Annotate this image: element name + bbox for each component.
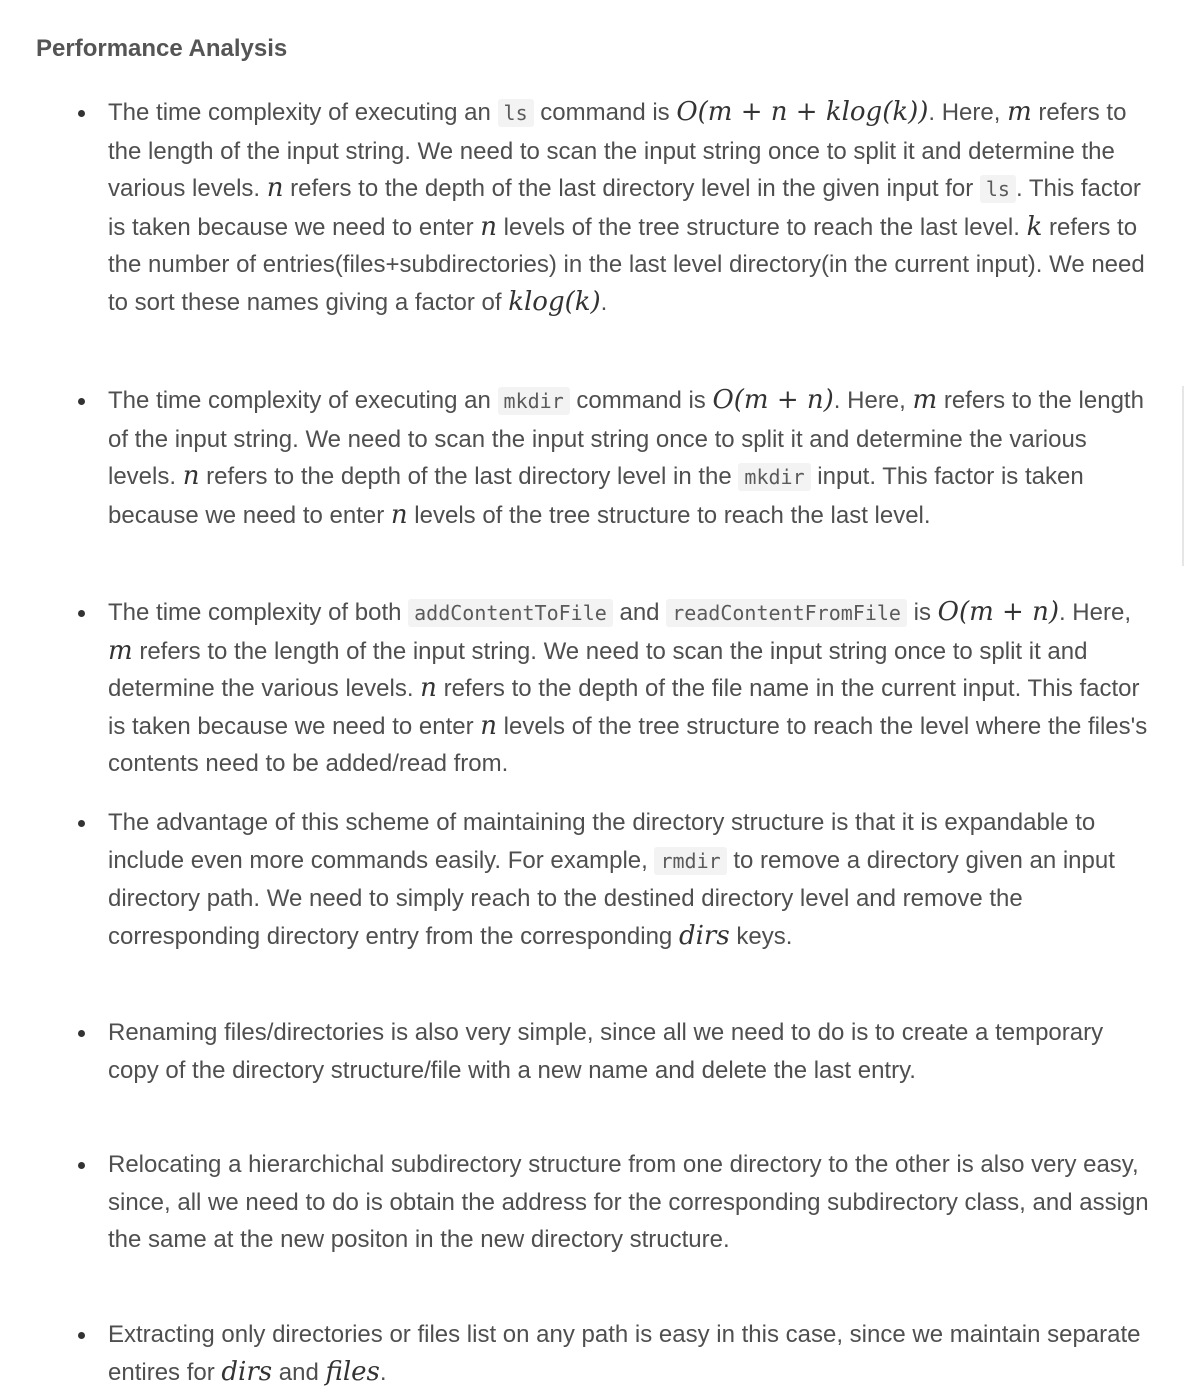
math-expression: n (182, 461, 200, 491)
bullet-text: Relocating a hierarchichal subdirectory structure from one directory to the other is also very easy, since, all we need to do is obtain the address for the corresponding subdirectory class, and assign the same at the new positon in the new directory structure. (108, 1151, 1149, 1253)
bullet-text: . Here, (928, 99, 1008, 126)
list-item (108, 594, 1158, 783)
inline-code: readContentFromFile (666, 599, 907, 627)
list-item (108, 382, 1158, 534)
inline-code: rmdir (654, 847, 726, 875)
page-heading: Performance Analysis (36, 35, 288, 62)
math-expression: n (420, 673, 437, 703)
inline-code: ls (498, 99, 534, 127)
bullet-text: The time complexity of executing an (108, 99, 498, 126)
list-item (108, 1014, 1158, 1089)
bullet-text: keys. (729, 922, 793, 950)
list-item (108, 1316, 1158, 1391)
math-expression: m (1007, 97, 1032, 127)
bullet-text: to remove a directory given an input directory path. We need to simply reach to the destined directory level and remove the corresponding directory entry from the corresponding (108, 846, 1115, 950)
bullet-text: and (612, 599, 667, 626)
math-expression: O(m + n) (712, 385, 834, 415)
math-expression: n (480, 211, 497, 242)
math-expression: k (1026, 211, 1043, 242)
math-expression: n (266, 173, 284, 203)
list-item (108, 94, 1158, 321)
math-expression: n (390, 499, 408, 530)
inline-code: ls (980, 175, 1016, 203)
bullet-text: refers to the number of entries(files+subdirectories) in the last level directory(in the current input). We need to sort these names giving a factor of (108, 213, 1145, 316)
bullet-text: refers to the depth of the last directory level in the given input for (283, 175, 980, 202)
bullet-text: . (379, 1358, 387, 1386)
math-expression: dirs (678, 920, 730, 951)
bullet-text: command is (569, 387, 713, 414)
bullet-text: levels of the tree structure to reach the last level. (497, 213, 1027, 241)
bullet-text: levels of the tree structure to reach the level where the files's contents need to be added/read from. (108, 712, 1148, 777)
list-item (108, 1146, 1158, 1259)
inline-code: mkdir (498, 387, 570, 415)
math-expression: dirs (221, 1356, 273, 1387)
bullet-text: . Here, (833, 387, 913, 414)
bullet-text: command is (533, 99, 677, 126)
math-expression: O(m + n + klog(k)) (676, 97, 929, 127)
bullet-text: . (600, 288, 608, 316)
math-expression: klog(k) (508, 286, 601, 317)
bullet-text: The time complexity of executing an (108, 387, 498, 414)
bullet-text: is (906, 599, 938, 626)
math-expression: files (325, 1356, 380, 1387)
list-item (108, 804, 1158, 955)
inline-code: addContentToFile (408, 599, 613, 627)
bullet-text: and (272, 1358, 326, 1386)
bullet-text: The time complexity of both (108, 599, 409, 626)
bullet-text: Extracting only directories or files list on any path is easy in this case, since we maintain separate entires for (108, 1321, 1141, 1386)
math-expression: m (108, 635, 133, 666)
bullet-text: . Here, (1058, 599, 1131, 626)
bullet-text: . This factor is taken because we need to enter (108, 175, 1141, 241)
bullet-text: refers to the length of the input string. We need to scan the input string once to split it and determine the various levels. (108, 99, 1127, 202)
bullet-text: levels of the tree structure to reach the last level. (407, 501, 931, 529)
math-expression: n (480, 710, 497, 741)
inline-code: mkdir (738, 463, 810, 491)
math-expression: m (912, 385, 938, 415)
bullet-text: input. This factor is taken because we need to enter (108, 463, 1084, 529)
bullet-text: refers to the depth of the last directory level in the (199, 463, 739, 490)
bullet-text: Renaming files/directories is also very simple, since all we need to do is to create a temporary copy of the directory structure/file with a new name and delete the last entry. (108, 1019, 1104, 1084)
bullet-text: refers to the length of the input string. We need to scan the input string once to split it and determine the various levels. (108, 637, 1088, 702)
bullet-text: refers to the length of the input string. We need to scan the input string once to split it and determine the various levels. (108, 387, 1144, 490)
bullet-text: The advantage of this scheme of maintaining the directory structure is that it is expandable to include even more commands easily. For example, (108, 809, 1096, 874)
math-expression: O(m + n) (937, 597, 1059, 627)
bullet-text: refers to the depth of the file name in the current input. This factor is taken because we need to enter (108, 675, 1140, 740)
